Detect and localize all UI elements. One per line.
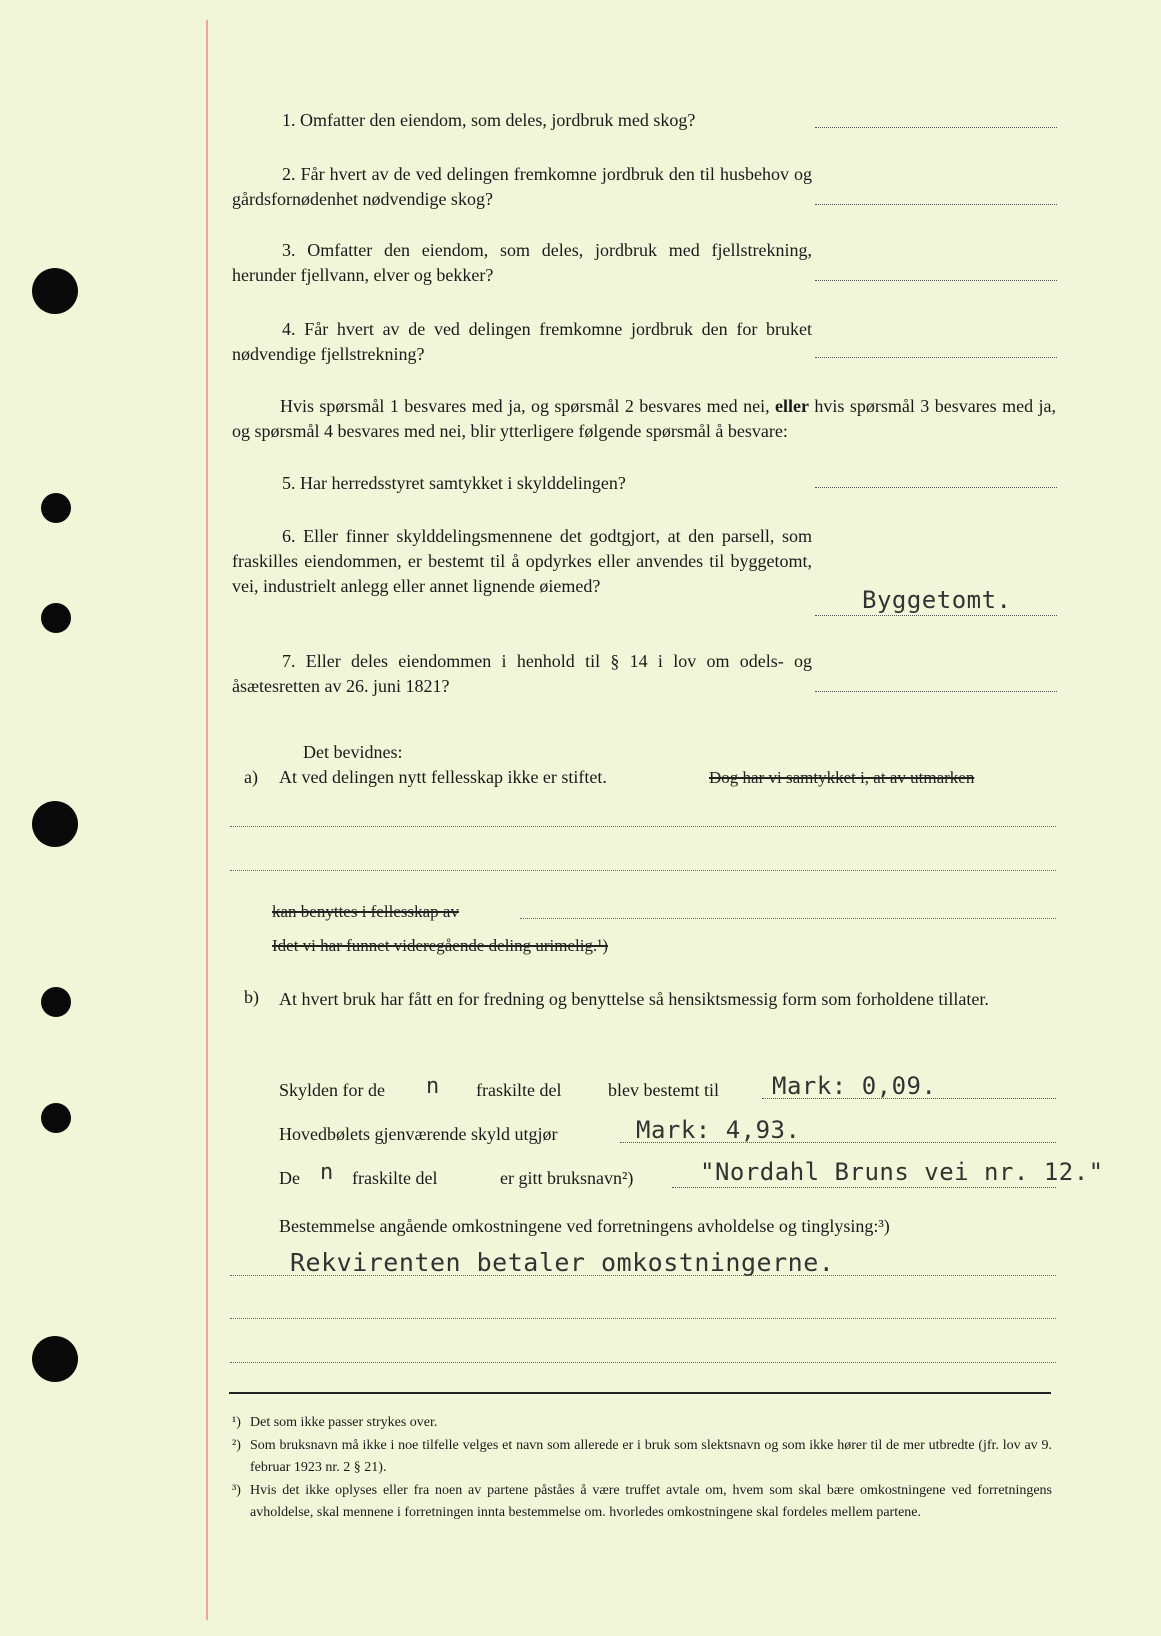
footnote-2: ²) Som bruksnavn må ikke i noe tilfelle velges et navn som allerede er i bruk som slektsnavn og som ikke hører til de mer utbredte (jfr. lov av 9. februar 1923 nr. 2 § 21).: [232, 1438, 1052, 1475]
question-7: 7. Eller deles eiendommen i henhold til § 14 i lov om odels- og åsætesretten av 26. juni 1821?: [232, 651, 813, 696]
skyld-label-3b: fraskilte del: [352, 1168, 438, 1188]
certify-a-label: a): [244, 767, 258, 787]
punch-hole: [41, 603, 71, 633]
blank-line: [520, 918, 1056, 919]
punch-hole: [32, 268, 78, 314]
skyld-label-3c: er gitt bruksnavn²): [500, 1168, 634, 1188]
skyld-value-5: Rekvirenten betaler omkostningerne.: [290, 1248, 835, 1277]
skyld-label-4: Bestemmelse angående omkostningene ved forretningens avholdelse og tinglysing:³): [279, 1216, 890, 1236]
answer-line-7[interactable]: [815, 691, 1057, 692]
skyld-n-3: n: [320, 1160, 334, 1185]
skyld-line-3[interactable]: [672, 1187, 1056, 1188]
answer-line-1[interactable]: [815, 127, 1057, 128]
question-4: 4. Får hvert av de ved delingen fremkomne jordbruk den for bruket nødvendige fjellstrekning?: [232, 319, 812, 364]
skyld-value-1: Mark: 0,09.: [772, 1072, 937, 1100]
punch-hole: [32, 801, 78, 847]
skyld-n-1: n: [426, 1074, 440, 1099]
answer-line-6[interactable]: [815, 615, 1057, 616]
question-3: 3. Omfatter den eiendom, som deles, jordbruk med fjellstrekning, herunder fjellvann, elver og bekker?: [232, 240, 812, 285]
struck-text-deling: Idet vi har funnet videregående deling urimelig.¹): [272, 936, 608, 955]
punch-hole: [41, 1103, 71, 1133]
question-5: 5. Har herredsstyret samtykket i skylddelingen?: [282, 473, 626, 493]
question-1: 1. Omfatter den eiendom, som deles, jordbruk med skog?: [282, 110, 696, 130]
certify-a-text: At ved delingen nytt fellesskap ikke er stiftet.: [279, 767, 607, 787]
footnote-1: ¹) Det som ikke passer strykes over.: [232, 1415, 438, 1430]
blank-line: [230, 1362, 1056, 1363]
certify-b-text: At hvert bruk har fått en for fredning og benyttelse så hensiktsmessig form som forholdene tillater.: [279, 989, 989, 1009]
answer-line-5[interactable]: [815, 487, 1057, 488]
certify-heading: Det bevidnes:: [303, 742, 403, 762]
struck-text-a: Dog har vi samtykket i, at av utmarken: [709, 768, 975, 787]
blank-line: [230, 1275, 1056, 1276]
question-6: 6. Eller finner skylddelingsmennene det godtgjort, at den parsell, som fraskilles eiendommen, er bestemt til å opdyrkes eller anvendes til byggetomt, vei, industrielt anlegg eller annet lignende øiemed?: [232, 526, 812, 596]
skyld-value-3: "Nordahl Bruns vei nr. 12.": [700, 1158, 1104, 1186]
skyld-label-1b: fraskilte del: [476, 1080, 562, 1100]
certify-b-label: b): [244, 987, 259, 1007]
skyld-line-1[interactable]: [762, 1098, 1056, 1099]
punch-hole: [41, 987, 71, 1017]
skyld-value-2: Mark: 4,93.: [636, 1116, 801, 1144]
skyld-line-2[interactable]: [620, 1142, 1056, 1143]
answer-line-3[interactable]: [815, 280, 1057, 281]
answer-line-4[interactable]: [815, 357, 1057, 358]
margin-line: [206, 20, 208, 1620]
answer-line-2[interactable]: [815, 204, 1057, 205]
skyld-label-3a: De: [279, 1168, 300, 1188]
punch-hole: [41, 493, 71, 523]
punch-hole: [32, 1336, 78, 1382]
skyld-label-1a: Skylden for de: [279, 1080, 385, 1100]
instruction-paragraph: Hvis spørsmål 1 besvares med ja, og spørsmål 2 besvares med nei, eller hvis spørsmål 3 besvares med ja, og spørsmål 4 besvares med nei, blir ytterligere følgende spørsmål å besvare:: [232, 396, 1057, 441]
answer-6-typed: Byggetomt.: [862, 586, 1012, 614]
footnote-rule: [229, 1392, 1051, 1394]
skyld-label-1c: blev bestemt til: [608, 1080, 719, 1100]
struck-text-fellesskap: kan benyttes i fellesskap av: [272, 902, 459, 921]
footnote-3: ³) Hvis det ikke oplyses eller fra noen av partene påståes å være truffet avtale om, hvem som skal bære omkostningene ved forretningens avholdelse, skal mennene i forretningen innta bestemmelse om. hvorledes omkostningene skal fordeles mellem partene.: [232, 1483, 1052, 1520]
blank-line: [230, 870, 1056, 871]
skyld-label-2: Hovedbølets gjenværende skyld utgjør: [279, 1124, 558, 1144]
blank-line: [230, 826, 1056, 827]
question-2: 2. Får hvert av de ved delingen fremkomne jordbruk den til husbehov og gårdsfornødenhet nødvendige skog?: [232, 164, 813, 209]
blank-line: [230, 1318, 1056, 1319]
